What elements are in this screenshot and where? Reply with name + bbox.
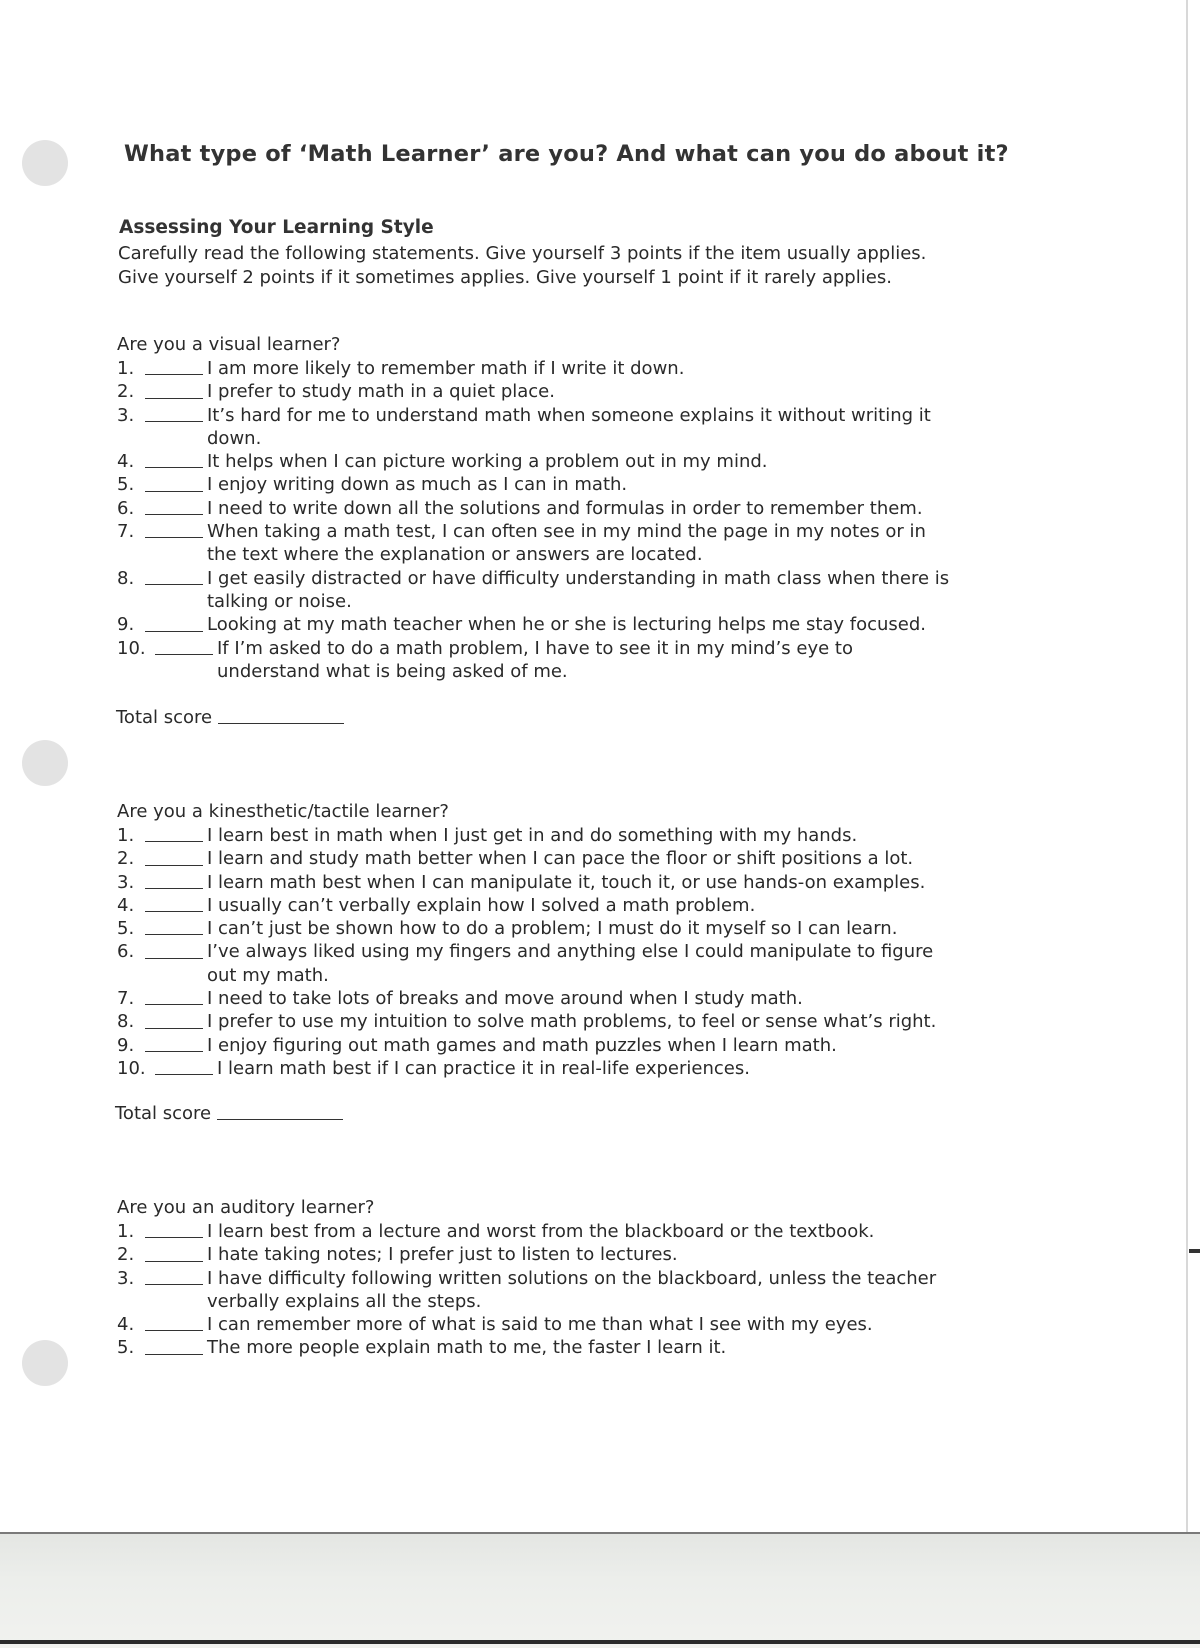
kinesthetic-item-3 (117, 871, 1157, 894)
item-text-line: I am more likely to remember math if I write it down. (207, 358, 685, 379)
punch-hole-top (22, 140, 68, 186)
visual-item-7 (117, 520, 1157, 567)
item-number: 4. (117, 894, 135, 916)
item-number: 8. (117, 1011, 135, 1033)
item-number: 10. (117, 1057, 146, 1079)
item-text (207, 497, 1057, 520)
score-blank[interactable] (145, 1034, 207, 1057)
item-number: 3. (117, 404, 135, 426)
score-blank[interactable] (145, 380, 207, 403)
item-text (207, 940, 1057, 987)
score-blank[interactable] (155, 637, 217, 660)
item-text-line: down. (207, 427, 262, 449)
item-number: 7. (117, 521, 135, 543)
visual-item-1 (117, 357, 1157, 380)
auditory-item-4 (117, 1313, 1157, 1336)
item-text (207, 894, 1057, 917)
auditory-learner-section (117, 1196, 1157, 1360)
total-score-label: Total score (115, 1103, 212, 1124)
score-blank[interactable] (145, 847, 207, 870)
item-text-line: If I’m asked to do a math problem, I have to see it in my mind’s eye to (217, 637, 854, 659)
kinesthetic-item-2 (117, 847, 1157, 870)
item-number: 2. (117, 381, 135, 403)
item-number: 3. (117, 871, 135, 893)
instructions-line: Give yourself 2 points if it sometimes applies. Give yourself 1 point if it rarely applies. (118, 266, 892, 288)
item-text-line: understand what is being asked of me. (217, 660, 568, 682)
item-text (207, 987, 1057, 1010)
item-text (207, 567, 1057, 614)
item-number: 8. (117, 567, 135, 589)
visual-item-8 (117, 567, 1157, 614)
score-blank[interactable] (145, 987, 207, 1010)
item-text (207, 450, 1057, 473)
item-number: 5. (117, 918, 135, 940)
item-text-line: I learn math best if I can practice it in real-life experiences. (217, 1057, 750, 1079)
auditory-item-1 (117, 1220, 1157, 1243)
item-text (207, 1243, 1057, 1266)
score-blank[interactable] (145, 1267, 207, 1290)
punch-hole-middle (22, 740, 68, 786)
kinesthetic-item-8 (117, 1010, 1157, 1033)
item-text-line: I’ve always liked using my fingers and anything else I could manipulate to figure (207, 941, 934, 963)
item-text-line: I prefer to study math in a quiet place. (207, 381, 555, 403)
item-text-line: Looking at my math teacher when he or she is lecturing helps me stay focused. (207, 614, 927, 636)
score-blank[interactable] (145, 357, 207, 380)
visual-item-4 (117, 450, 1157, 473)
item-number: 3. (117, 1267, 135, 1289)
score-blank[interactable] (145, 894, 207, 917)
item-text-line: I enjoy figuring out math games and math puzzles when I learn math. (207, 1034, 837, 1056)
item-number: 1. (117, 358, 135, 379)
item-text (207, 1034, 1057, 1057)
item-number: 1. (117, 1221, 135, 1242)
item-text-line: I learn math best when I can manipulate it, touch it, or use hands-on examples. (207, 871, 926, 893)
score-blank[interactable] (145, 404, 207, 427)
item-text (207, 404, 1057, 451)
item-text-line: I can’t just be shown how to do a problem; I must do it myself so I can learn. (207, 918, 898, 940)
item-number: 2. (117, 1244, 135, 1266)
item-number: 5. (117, 474, 135, 496)
visual-item-6 (117, 497, 1157, 520)
kinesthetic-total-score (115, 1103, 343, 1124)
item-text-line: I hate taking notes; I prefer just to listen to lectures. (207, 1244, 678, 1266)
auditory-items (117, 1220, 1157, 1360)
item-text-line: I get easily distracted or have difficulty understanding in math class when there is (207, 567, 950, 589)
item-number: 7. (117, 988, 135, 1010)
score-blank[interactable] (145, 1220, 207, 1243)
visual-item-2 (117, 380, 1157, 403)
item-text-line: I usually can’t verbally explain how I solved a math problem. (207, 894, 756, 916)
item-number: 5. (117, 1337, 135, 1359)
item-text-line: When taking a math test, I can often see in my mind the page in my notes or in (207, 521, 926, 543)
visual-item-9 (117, 613, 1157, 636)
scanner-background (0, 1532, 1200, 1648)
visual-total-score (116, 707, 344, 728)
item-text (207, 847, 1057, 870)
total-score-blank[interactable] (218, 722, 344, 724)
item-text (207, 613, 1057, 636)
item-text-line: I enjoy writing down as much as I can in math. (207, 474, 628, 496)
item-text (207, 871, 1057, 894)
score-blank[interactable] (145, 824, 207, 847)
item-text (207, 1313, 1057, 1336)
section-heading: Assessing Your Learning Style (119, 217, 434, 238)
kinesthetic-item-10 (117, 1057, 1157, 1080)
item-text-line: I have difficulty following written solutions on the blackboard, unless the teacher (207, 1267, 937, 1289)
item-number: 9. (117, 614, 135, 636)
visual-item-5 (117, 473, 1157, 496)
item-text-line: I learn best from a lecture and worst from the blackboard or the textbook. (207, 1221, 875, 1242)
score-blank[interactable] (145, 1336, 207, 1359)
score-blank[interactable] (145, 520, 207, 543)
auditory-item-5 (117, 1336, 1157, 1359)
item-number: 1. (117, 825, 135, 846)
kinesthetic-learner-section (117, 800, 1157, 1080)
item-text-line: I need to write down all the solutions and formulas in order to remember them. (207, 497, 923, 519)
item-text-line: It’s hard for me to understand math when someone explains it without writing it (207, 404, 931, 426)
score-blank[interactable] (155, 1057, 217, 1080)
kinesthetic-item-9 (117, 1034, 1157, 1057)
score-blank[interactable] (145, 1243, 207, 1266)
item-number: 4. (117, 451, 135, 473)
kinesthetic-item-6 (117, 940, 1157, 987)
visual-item-10 (117, 637, 1157, 684)
item-number: 6. (117, 497, 135, 519)
item-text-line: The more people explain math to me, the faster I learn it. (207, 1337, 727, 1359)
item-text-line: verbally explains all the steps. (207, 1290, 482, 1312)
item-text (207, 1010, 1057, 1033)
item-text (207, 917, 1057, 940)
punch-hole-bottom (22, 1340, 68, 1386)
item-text (207, 357, 1057, 380)
score-blank[interactable] (145, 473, 207, 496)
document-title: What type of ‘Math Learner’ are you? And what can you do about it? (124, 141, 1009, 167)
item-number: 6. (117, 941, 135, 963)
item-text-line: talking or noise. (207, 590, 352, 612)
visual-learner-section (117, 333, 1157, 683)
item-text (207, 824, 1057, 847)
total-score-label: Total score (116, 707, 213, 728)
item-number: 2. (117, 848, 135, 870)
item-number: 4. (117, 1314, 135, 1336)
item-text-line: I learn best in math when I just get in and do something with my hands. (207, 825, 858, 846)
edge-mark (1189, 1249, 1200, 1253)
item-text-line: I learn and study math better when I can pace the floor or shift positions a lot. (207, 848, 914, 870)
score-blank[interactable] (145, 917, 207, 940)
item-text (207, 520, 1057, 567)
item-text-line: I can remember more of what is said to me than what I see with my eyes. (207, 1314, 873, 1336)
item-number: 9. (117, 1034, 135, 1056)
score-blank[interactable] (145, 450, 207, 473)
score-blank[interactable] (145, 1010, 207, 1033)
item-text (207, 1267, 1057, 1314)
auditory-item-2 (117, 1243, 1157, 1266)
scan-edge-line (0, 1640, 1200, 1644)
kinesthetic-item-4 (117, 894, 1157, 917)
instructions-line: Carefully read the following statements. Give yourself 3 points if the item usually applies. (118, 243, 927, 264)
kinesthetic-item-7 (117, 987, 1157, 1010)
item-text (207, 380, 1057, 403)
kinesthetic-heading: Are you a kinesthetic/tactile learner? (117, 801, 449, 822)
item-text (217, 1057, 1067, 1080)
item-text-line: the text where the explanation or answers are located. (207, 544, 703, 566)
item-text-line: It helps when I can picture working a problem out in my mind. (207, 451, 768, 473)
score-blank[interactable] (145, 497, 207, 520)
kinesthetic-item-5 (117, 917, 1157, 940)
instructions (118, 242, 926, 289)
item-text-line: out my math. (207, 964, 329, 986)
item-text (217, 637, 1067, 684)
item-text-line: I need to take lots of breaks and move around when I study math. (207, 988, 803, 1010)
item-text-line: I prefer to use my intuition to solve math problems, to feel or sense what’s right. (207, 1011, 937, 1033)
score-blank[interactable] (145, 1313, 207, 1336)
auditory-item-3 (117, 1267, 1157, 1314)
kinesthetic-item-1 (117, 824, 1157, 847)
score-blank[interactable] (145, 871, 207, 894)
visual-items (117, 357, 1157, 683)
score-blank[interactable] (145, 613, 207, 636)
item-number: 10. (117, 637, 146, 659)
item-text (207, 473, 1057, 496)
item-text (207, 1220, 1057, 1243)
score-blank[interactable] (145, 567, 207, 590)
auditory-heading: Are you an auditory learner? (117, 1197, 375, 1218)
kinesthetic-items (117, 824, 1157, 1080)
total-score-blank[interactable] (217, 1118, 343, 1120)
visual-heading: Are you a visual learner? (117, 334, 341, 355)
visual-item-3 (117, 404, 1157, 451)
item-text (207, 1336, 1057, 1359)
score-blank[interactable] (145, 940, 207, 963)
